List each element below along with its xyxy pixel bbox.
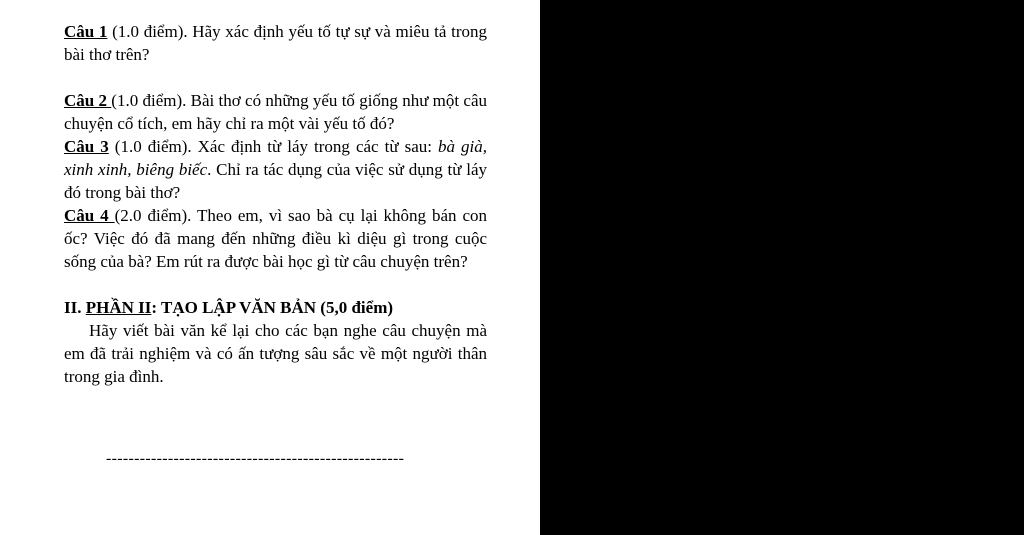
question-3-text-after: . Chỉ ra tác dụng của việc sử dụng từ láy đó trong bài thơ? [64,160,488,202]
question-4-text: (2.0 điểm). Theo em, vì sao bà cụ lại không bán con ốc? Việc đó đã mang đến những điều kì diệu gì trong cuộc sống của bà? Em rút ra được bài học gì từ câu chuyện trên? [64,206,488,271]
question-1-label: Câu 1 [64,22,108,41]
question-3 [64,135,487,204]
question-2-label: Câu 2 [64,91,112,110]
part-2-prefix: II. [64,298,86,317]
part-2-heading [64,296,487,319]
black-panel [540,0,1024,535]
exam-text [64,20,487,388]
question-1 [64,20,487,66]
question-3-label: Câu 3 [64,137,109,156]
question-3-italic-words: bà già, xinh xinh, biêng biếc [64,137,487,179]
part-2-prompt: Hãy viết bài văn kể lại cho các bạn nghe câu chuyện mà em đã trải nghiệm và có ấn tượng sâu sắc về một người thân trong gia đình. [64,321,487,386]
question-1-text: (1.0 điểm). Hãy xác định yếu tố tự sự và miêu tả trong bài thơ trên? [64,22,487,64]
question-2 [64,89,487,135]
question-3-text-before: (1.0 điểm). Xác định từ láy trong các từ sau: [108,137,438,156]
divider-line: ----------------------------------------------------- [106,450,405,467]
question-4-label: Câu 4 [64,206,115,225]
question-4 [64,204,487,273]
part-2-suffix: : TẠO LẬP VĂN BẢN (5,0 điểm) [151,298,394,317]
part-2-underlined: PHẦN II [85,298,152,317]
question-2-text: (1.0 điểm). Bài thơ có những yếu tố giống như một câu chuyện cổ tích, em hãy chỉ ra một vài yếu tố đó? [64,91,488,133]
